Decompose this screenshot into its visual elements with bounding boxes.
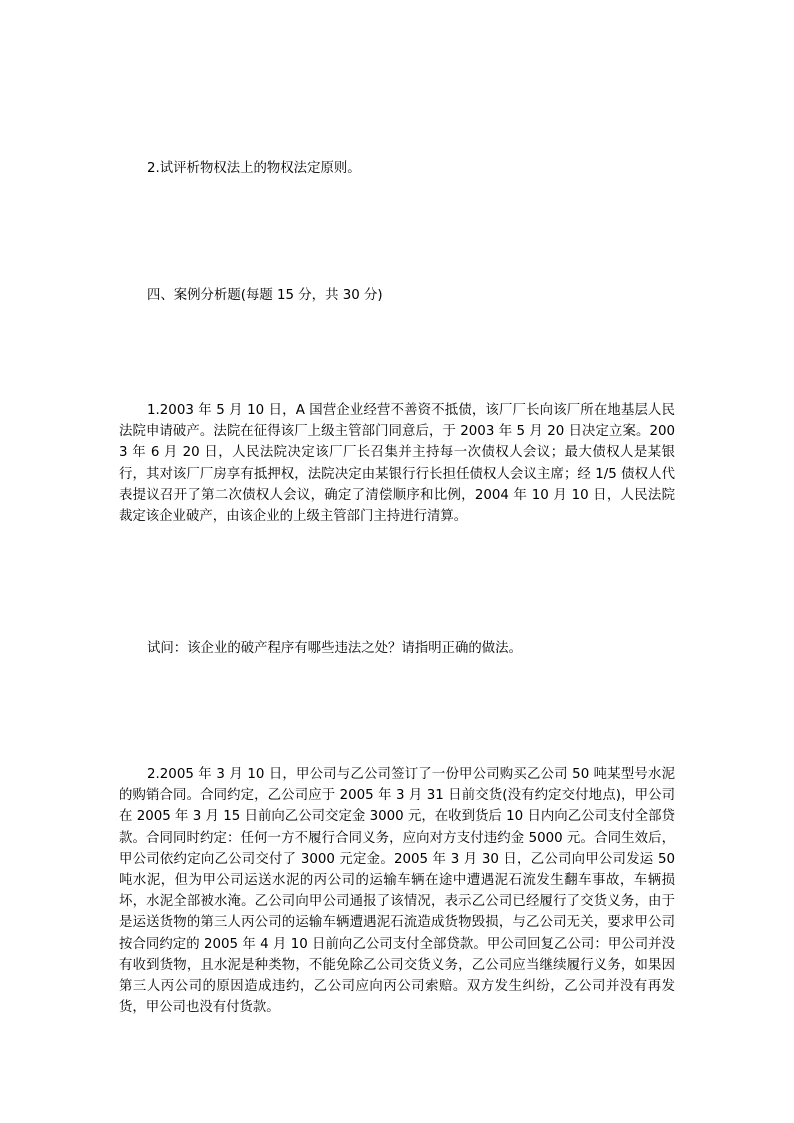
case-2-text: 2.2005 年 3 月 10 日，甲公司与乙公司签订了一份甲公司购买乙公司 50 吨某型号水泥的购销合同。合同约定，乙公司应于 2005 年 3 月 31 日前交货(没有约定交付地点)，甲公司在 2005 年 3 月 15 日前向乙公司交定金 3000 元，在收到货后 10 日内向乙公司支付全部贷款。合同同时约定：任何一方不履行合同义务，应向对方支付违约金 5000 元。合同生效后，甲公司依约定向乙公司交付了 3000 元定金。2005 年 3 月 30 日，乙公司向甲公司发运 50 吨水泥，但为甲公司运送水泥的丙公司的运输车辆在途中遭遇泥石流发生翻车事故，车辆损坏，水泥全部被水淹。乙公司向甲公司通报了该情况，表示乙公司已经履行了交货义务，由于是运送货物的第三人丙公司的运输车辆遭遇泥石流造成货物毁损，与乙公司无关，要求甲公司按合同约定的 2005 年 4 月 10 日前向乙公司支付全部贷款。甲公司回复乙公司：甲公司并没有收到货物，且水泥是种类物，不能免除乙公司交货义务，乙公司应当继续履行义务，如果因第三人丙公司的原因造成违约，乙公司应向丙公司索赔。双方发生纠纷，乙公司并没有再发货，甲公司也没有付货款。 bbox=[119, 767, 675, 1016]
essay-question-2: 2.试评析物权法上的物权法定原则。 bbox=[147, 161, 361, 176]
case-1-text: 1.2003 年 5 月 10 日，A 国营企业经营不善资不抵债，该厂厂长向该厂所在地基层人民法院申请破产。法院在征得该厂上级主管部门同意后，于 2003 年 5 月 20 日决定立案。2003 年 6 月 20 日，人民法院决定该厂厂长召集并主持每一次债权人会议；最大债权人是某银行，其对该厂厂房享有抵押权，法院决定由某银行行长担任债权人会议主席；经 1/5 债权人代表提议召开了第二次债权人会议，确定了清偿顺序和比例，2004 年 10 月 10 日，人民法院裁定该企业破产，由该企业的上级主管部门主持进行清算。 bbox=[119, 403, 675, 525]
section-4-heading: 四、案例分析题(每题 15 分，共 30 分) bbox=[147, 288, 383, 303]
case-1-question: 试问：该企业的破产程序有哪些违法之处？请指明正确的做法。 bbox=[147, 641, 522, 656]
